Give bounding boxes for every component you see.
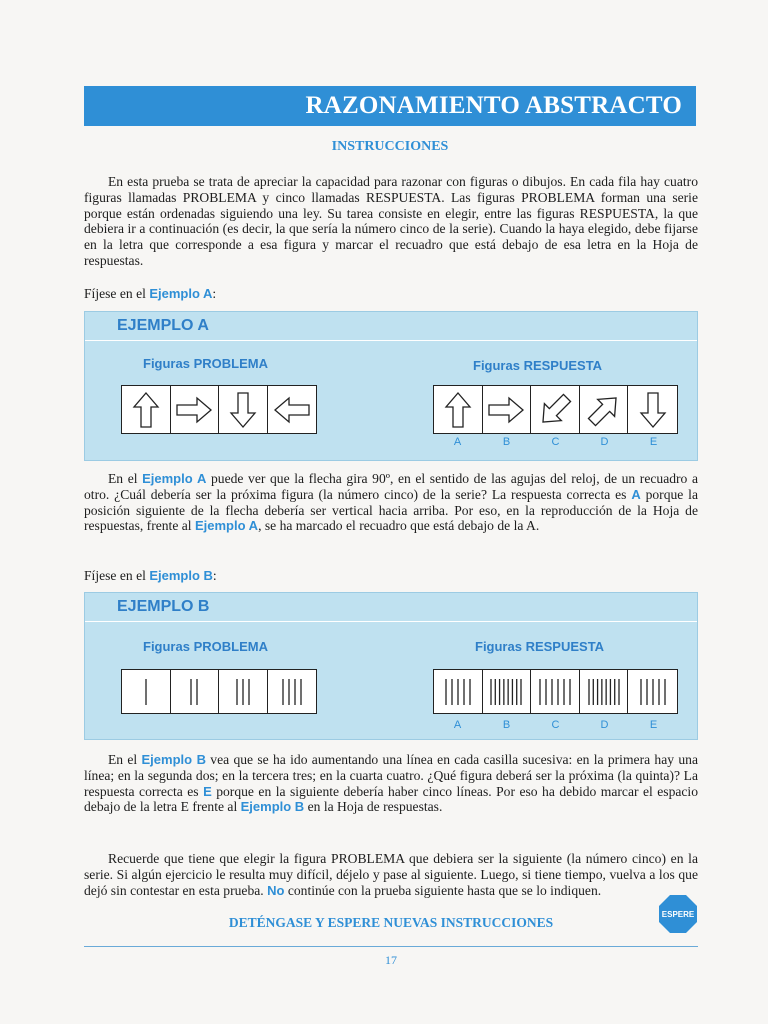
- example-a-letter-e: E: [649, 436, 658, 448]
- example-b-letter-a: A: [453, 719, 462, 731]
- example-b-problem-figure-1: [122, 670, 171, 713]
- example-b-explanation: En el Ejemplo B vea que se ha ido aumentando una línea en cada casilla sucesiva: en la primera hay una línea; en la segunda dos; en la tercera tres; en la cuarta cuatro. ¿Qué figura deberá ser la próxima (la quinta)? La respuesta correcta es E porque en la siguiente debería haber cinco líneas. Por eso ha debido marcar el espacio debajo de la letra E frente al Ejemplo B en la Hoja de respuestas.: [84, 752, 699, 815]
- example-a-answer-figure-4: [580, 386, 629, 433]
- example-b-problem-figure-4: [268, 670, 317, 713]
- intro-text: En esta prueba se trata de apreciar la capacidad para razonar con figuras o dibujos. En cada fila hay cuatro figuras llamadas PROBLEMA y cinco llamadas RESPUESTA. Las figuras PROBLEMA forman una serie porque están ordenadas siguiendo una ley. Su tarea consiste en elegir, entre las figuras RESPUESTA, la que debiera ir a continuación (es decir, la que sería la número cinco de la serie). Cuando la haya elegido, debe fijarse en la letra que corresponde a esa figura y marcar el recuadro que está debajo de esa letra en la Hoja de respuestas.: [84, 174, 698, 268]
- example-b-answer-row: [433, 669, 678, 714]
- example-a-letter-d: D: [600, 436, 609, 448]
- example-b-problem-figure-3: [219, 670, 268, 713]
- lines-figure: [225, 675, 261, 709]
- arrow-up-icon: [438, 390, 478, 430]
- arrow-up-icon: [126, 390, 166, 430]
- example-a-problem-figure-3: [219, 386, 268, 433]
- lines-figure: [274, 675, 310, 709]
- arrow-down-left-icon: [535, 390, 575, 430]
- espere-badge: [658, 894, 698, 934]
- example-b-letter-d: D: [600, 719, 609, 731]
- example-a-panel: [84, 311, 698, 461]
- example-b-panel: [84, 592, 698, 740]
- example-b-lead: Fíjese en el Ejemplo B:: [84, 568, 217, 583]
- example-b-link: Ejemplo B: [149, 568, 213, 583]
- title-banner: [84, 86, 696, 126]
- example-b-problem-figure-2: [171, 670, 220, 713]
- lines-figure: [635, 675, 671, 709]
- example-a-link: Ejemplo A: [149, 286, 213, 301]
- example-a-problem-figure-1: [122, 386, 171, 433]
- example-b-letter-c: C: [551, 719, 560, 731]
- example-b-letter-b: B: [502, 719, 511, 731]
- example-a-title: EJEMPLO A: [117, 317, 209, 334]
- instructions-heading: INSTRUCCIONES: [331, 139, 449, 154]
- stop-instruction: DETÉNGASE Y ESPERE NUEVAS INSTRUCCIONES: [228, 915, 554, 930]
- example-a-answer-figure-2: [483, 386, 532, 433]
- example-a-letter-b: B: [502, 436, 511, 448]
- arrow-up-right-icon: [584, 390, 624, 430]
- intro-paragraph: [84, 174, 698, 269]
- example-b-answer-figure-3: [531, 670, 580, 713]
- example-a-answer-label: Figuras RESPUESTA: [473, 358, 603, 373]
- arrow-left-icon: [272, 390, 312, 430]
- example-a-answer-figure-5: [628, 386, 677, 433]
- footer-rule: [84, 946, 698, 947]
- page-number: 17: [385, 953, 397, 967]
- lines-figure: [586, 675, 622, 709]
- example-b-answer-figure-5: [628, 670, 677, 713]
- reminder-paragraph: Recuerde que tiene que elegir la figura PROBLEMA que debiera ser la siguiente (la número cinco) en la serie. Si algún ejercicio le resulta muy difícil, déjelo y pase al siguiente. Luego, si tiene tiempo, vuelva a los que dejó sin contestar en esta prueba. No continúe con la prueba siguiente hasta que se lo indiquen.: [84, 851, 698, 898]
- arrow-right-icon: [174, 390, 214, 430]
- arrow-right-icon: [486, 390, 526, 430]
- example-b-answer-figure-2: [483, 670, 532, 713]
- example-a-letter-a: A: [453, 436, 462, 448]
- example-a-explanation: En el Ejemplo A puede ver que la flecha gira 90º, en el sentido de las agujas del reloj, de un recuadro a otro. ¿Cuál debería ser la próxima figura (la número cinco) de la serie? La respuesta correcta es A porque la posición siguiente de la flecha debería ser vertical hacia arriba. Por eso, en la reproducción de la Hoja de respuestas, frente al Ejemplo A, se ha marcado el recuadro que está debajo de la A.: [84, 471, 698, 534]
- example-a-letters: [433, 436, 678, 448]
- example-b-answer-figure-1: [434, 670, 483, 713]
- lines-figure: [488, 675, 524, 709]
- example-b-letters: [433, 719, 678, 731]
- lines-figure: [128, 675, 164, 709]
- svg-text:ESPERE: ESPERE: [661, 910, 695, 919]
- lines-figure: [176, 675, 212, 709]
- example-b-answer-label: Figuras RESPUESTA: [475, 639, 605, 654]
- page-title: RAZONAMIENTO ABSTRACTO: [305, 92, 682, 119]
- arrow-down-icon: [633, 390, 673, 430]
- lines-figure: [440, 675, 476, 709]
- example-a-letter-c: C: [551, 436, 560, 448]
- example-a-lead: Fíjese en el Ejemplo A:: [84, 286, 217, 301]
- example-b-letter-e: E: [649, 719, 658, 731]
- example-b-title: EJEMPLO B: [117, 598, 210, 615]
- lines-figure: [537, 675, 573, 709]
- example-b-problem-label: Figuras PROBLEMA: [143, 639, 268, 654]
- example-a-problem-row: [121, 385, 317, 434]
- example-a-problem-figure-2: [171, 386, 220, 433]
- example-b-answer-figure-4: [580, 670, 629, 713]
- example-a-problem-label: Figuras PROBLEMA: [143, 356, 268, 371]
- example-a-problem-figure-4: [268, 386, 317, 433]
- example-a-answer-row: [433, 385, 678, 434]
- arrow-down-icon: [223, 390, 263, 430]
- example-a-answer-figure-3: [531, 386, 580, 433]
- example-b-problem-row: [121, 669, 317, 714]
- example-a-answer-figure-1: [434, 386, 483, 433]
